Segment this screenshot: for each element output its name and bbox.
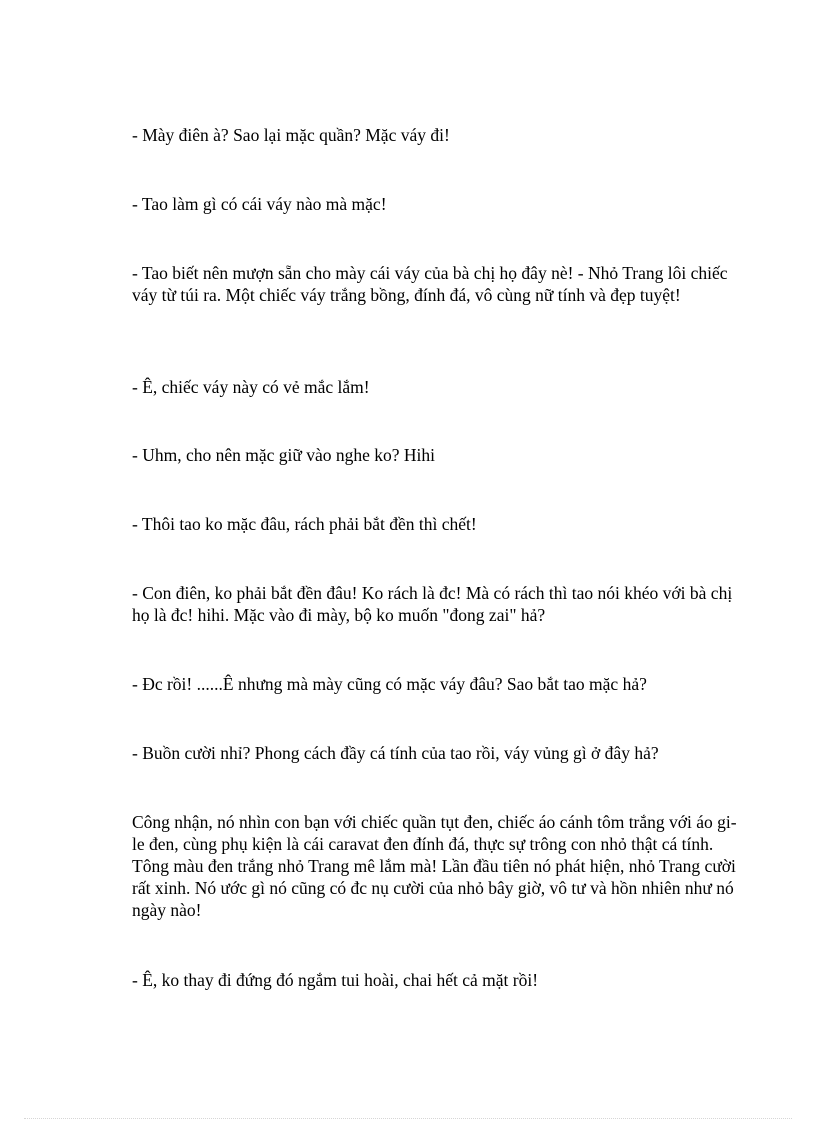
paragraph-9: - Buồn cười nhỉ? Phong cách đầy cá tính của tao rồi, váy vủng gì ở đây hả? — [132, 743, 659, 763]
paragraph-3: - Tao biết nên mượn sẵn cho mày cái váy của bà chị họ đây nè! - Nhỏ Trang lôi chiếc váy từ túi ra. Một chiếc váy trắng bồng, đính đá, vô cùng nữ tính và đẹp tuyệt! — [132, 263, 728, 305]
paragraph-11: - Ê, ko thay đi đứng đó ngắm tui hoài, chai hết cả mặt rồi! — [132, 970, 539, 990]
paragraph-8: - Đc rồi! ......Ê nhưng mà mày cũng có mặc váy đâu? Sao bắt tao mặc hả? — [132, 674, 647, 694]
paragraph-10: Công nhận, nó nhìn con bạn với chiếc quần tụt đen, chiếc áo cánh tôm trắng với áo gi-le đen, cùng phụ kiện là cái caravat đen đính đá, thực sự trông con nhỏ thật cá tính. Tông màu đen trắng nhỏ Trang mê lắm mà! Lần đầu tiên nó phát hiện, nhỏ Trang cười rất xinh. Nó ước gì nó cũng có đc nụ cười của nhỏ bây giờ, vô tư và hồn nhiên như nó ngày nào! — [132, 812, 737, 920]
paragraph-4: - Ê, chiếc váy này có vẻ mắc lắm! — [132, 377, 370, 397]
page-bottom-divider — [24, 1118, 792, 1119]
paragraph-6: - Thôi tao ko mặc đâu, rách phải bắt đền thì chết! — [132, 514, 477, 534]
paragraph-2: - Tao làm gì có cái váy nào mà mặc! — [132, 194, 387, 214]
paragraph-1: - Mày điên à? Sao lại mặc quần? Mặc váy đi! — [132, 125, 450, 145]
paragraph-7: - Con điên, ko phải bắt đền đâu! Ko rách là đc! Mà có rách thì tao nói khéo với bà chị họ là đc! hihi. Mặc vào đi mày, bộ ko muốn "đong zai" hả? — [132, 583, 733, 625]
paragraph-5: - Uhm, cho nên mặc giữ vào nghe ko? Hihi — [132, 445, 436, 465]
